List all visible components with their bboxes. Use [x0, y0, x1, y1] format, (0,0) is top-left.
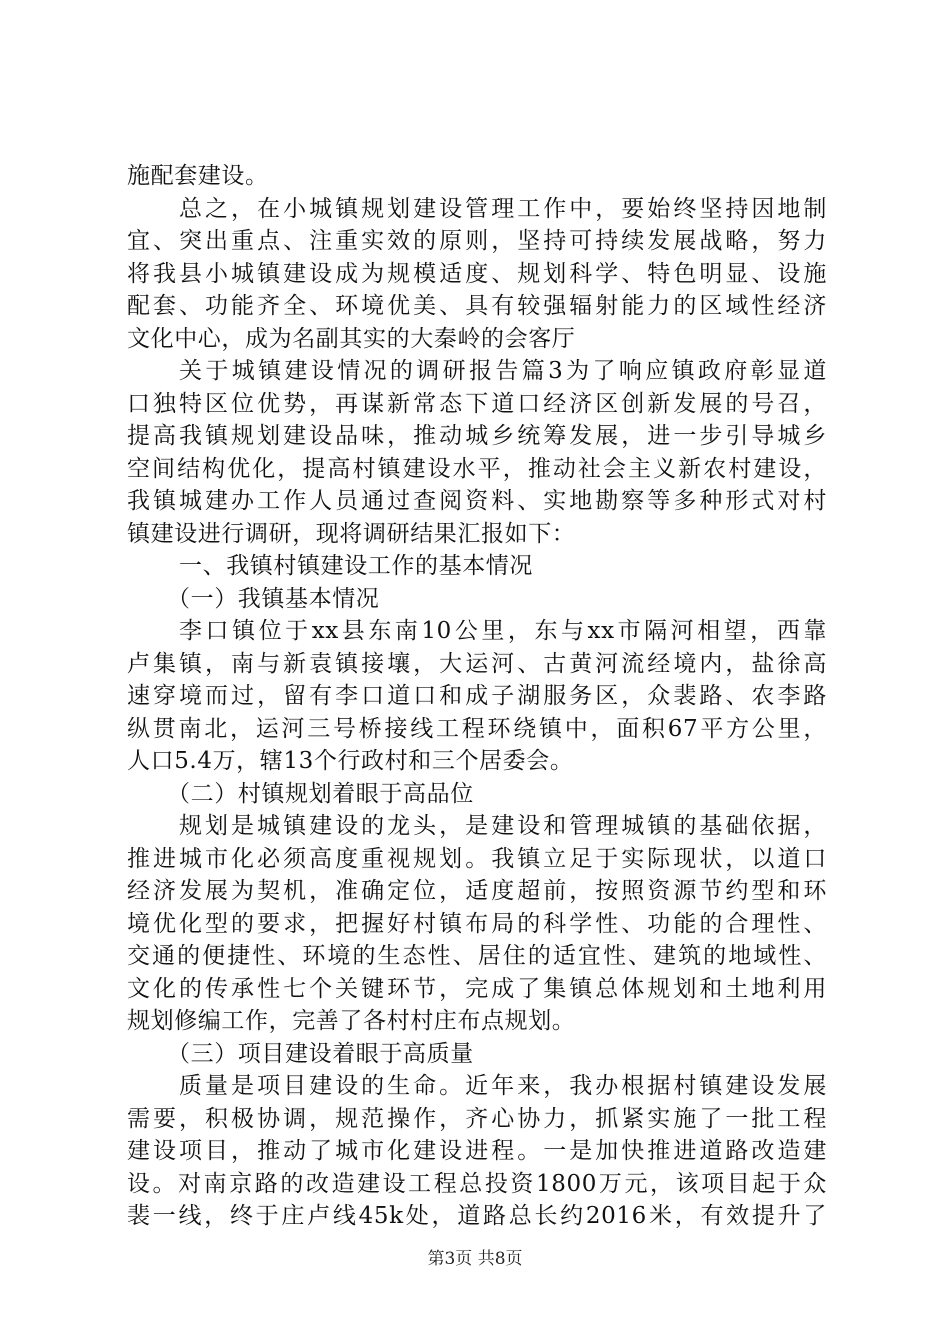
text-line: （一）我镇基本情况 [167, 585, 380, 612]
text-line: 建设项目，推动了城市化建设进程。一是加快推进道路改造建 [127, 1138, 827, 1164]
text-line: 人口5.4万，辖13个行政村和三个居委会。 [127, 748, 574, 774]
text-line: 经济发展为契机，准确定位，适度超前，按照资源节约型和环 [127, 878, 827, 904]
text-line: 速穿境而过，留有李口道口和成子湖服务区，众裴路、农李路 [127, 683, 827, 709]
text-line: 质量是项目建设的生命。近年来，我办根据村镇建设发展 [179, 1073, 827, 1099]
text-line: 文化中心，成为名副其实的大秦岭的会客厅 [127, 325, 576, 352]
text-line: 镇建设进行调研，现将调研结果汇报如下： [127, 520, 576, 547]
text-line: 施配套建设。 [127, 163, 269, 189]
text-line: 纵贯南北，运河三号桥接线工程环绕镇中，面积67平方公里， [127, 715, 827, 742]
text-line: 提高我镇规划建设品味，推动城乡统筹发展，进一步引导城乡 [127, 423, 827, 449]
text-line: 文化的传承性七个关键环节，完成了集镇总体规划和土地利用 [127, 975, 827, 1002]
text-line: （三）项目建设着眼于高质量 [167, 1040, 474, 1067]
text-line: 总之，在小城镇规划建设管理工作中，要始终坚持因地制 [179, 195, 827, 222]
text-line: 境优化型的要求，把握好村镇布局的科学性、功能的合理性、 [127, 910, 827, 937]
document-body [127, 160, 827, 1233]
text-line: 交通的便捷性、环境的生态性、居住的适宜性、建筑的地域性、 [127, 943, 827, 969]
text-line: 我镇城建办工作人员通过查阅资料、实地勘察等多种形式对村 [127, 488, 827, 514]
text-line: 关于城镇建设情况的调研报告篇3为了响应镇政府彰显道 [179, 358, 827, 384]
text-line: 设。对南京路的改造建设工程总投资1800万元，该项目起于众 [127, 1170, 827, 1197]
text-line: 需要，积极协调，规范操作，齐心协力，抓紧实施了一批工程 [127, 1105, 827, 1132]
text-line: 配套、功能齐全、环境优美、具有较强辐射能力的区域性经济 [127, 293, 827, 319]
text-line: 口独特区位优势，再谋新常态下道口经济区创新发展的号召， [127, 390, 827, 417]
text-line: 宜、突出重点、注重实效的原则，坚持可持续发展战略，努力 [127, 228, 827, 254]
text-line: 一、我镇村镇建设工作的基本情况 [179, 553, 533, 579]
text-line: （二）村镇规划着眼于高品位 [167, 780, 474, 807]
text-line: 规划是城镇建设的龙头，是建设和管理城镇的基础依据， [179, 813, 827, 839]
text-line: 推进城市化必须高度重视规划。我镇立足于实际现状，以道口 [127, 845, 827, 872]
text-line: 将我县小城镇建设成为规模适度、规划科学、特色明显、设施 [127, 260, 827, 287]
text-line: 空间结构优化，提高村镇建设水平，推动社会主义新农村建设， [127, 455, 827, 482]
text-line: 规划修编工作，完善了各村村庄布点规划。 [127, 1008, 576, 1034]
text-line: 裴一线，终于庄卢线45k处，道路总长约2016米，有效提升了 [127, 1203, 827, 1229]
text-line: 李口镇位于xx县东南10公里，东与xx市隔河相望，西靠 [179, 618, 827, 644]
text-line: 卢集镇，南与新袁镇接壤，大运河、古黄河流经境内，盐徐高 [127, 650, 827, 677]
page-footer: 第3页 共8页 [427, 1249, 523, 1269]
